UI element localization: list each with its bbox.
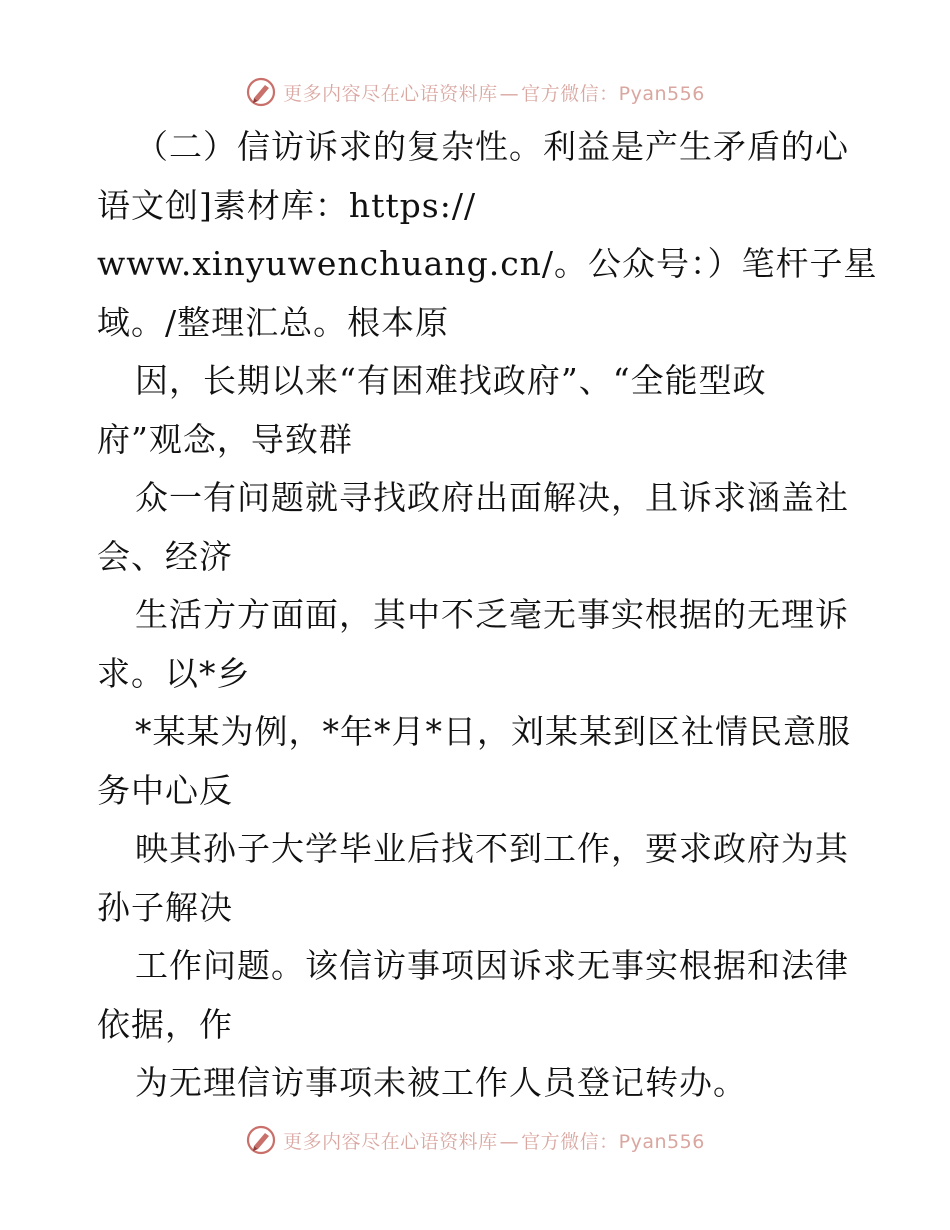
body-line: 会、经济 xyxy=(97,536,233,576)
body-line: 府”观念，导致群 xyxy=(97,419,353,459)
body-line: （二）信访诉求的复杂性。利益是产生矛盾的心 xyxy=(135,127,849,166)
red-pen-logo-icon xyxy=(245,76,277,108)
footer-banner-text: 更多内容尽在心语资料库 — 官方微信：Pyan556 xyxy=(283,1130,705,1153)
body-line: 为无理信访事项未被工作人员登记转办。 xyxy=(135,1063,747,1102)
document-body xyxy=(97,118,878,1113)
header-banner xyxy=(0,72,950,112)
body-line: 工作问题。该信访事项因诉求无事实根据和法律 xyxy=(135,946,849,985)
body-line: 务中心反 xyxy=(97,770,233,810)
body-line: *某某为例，*年*月*日，刘某某到区社情民意服 xyxy=(135,712,851,751)
red-pen-logo-icon xyxy=(245,1124,277,1156)
body-line: 求。以*乡 xyxy=(97,653,251,693)
body-line: 众一有问题就寻找政府出面解决，且诉求涵盖社 xyxy=(135,478,849,517)
body-line: 因，长期以来“有困难找政府”、“全能型政 xyxy=(135,361,767,400)
body-line: 孙子解决 xyxy=(97,887,233,927)
body-line: 域。/整理汇总。根本原 xyxy=(97,302,450,342)
body-line: 映其孙子大学毕业后找不到工作，要求政府为其 xyxy=(135,829,849,868)
body-line: 语文创]素材库：https:// xyxy=(97,185,477,225)
footer-banner xyxy=(0,1120,950,1160)
body-line: 生活方方面面，其中不乏毫无事实根据的无理诉 xyxy=(135,595,849,634)
body-line: 依据，作 xyxy=(97,1004,233,1044)
body-line: www.xinyuwenchuang.cn/。公众号：）笔杆子星 xyxy=(97,244,878,283)
header-banner-text: 更多内容尽在心语资料库 — 官方微信：Pyan556 xyxy=(283,82,705,105)
